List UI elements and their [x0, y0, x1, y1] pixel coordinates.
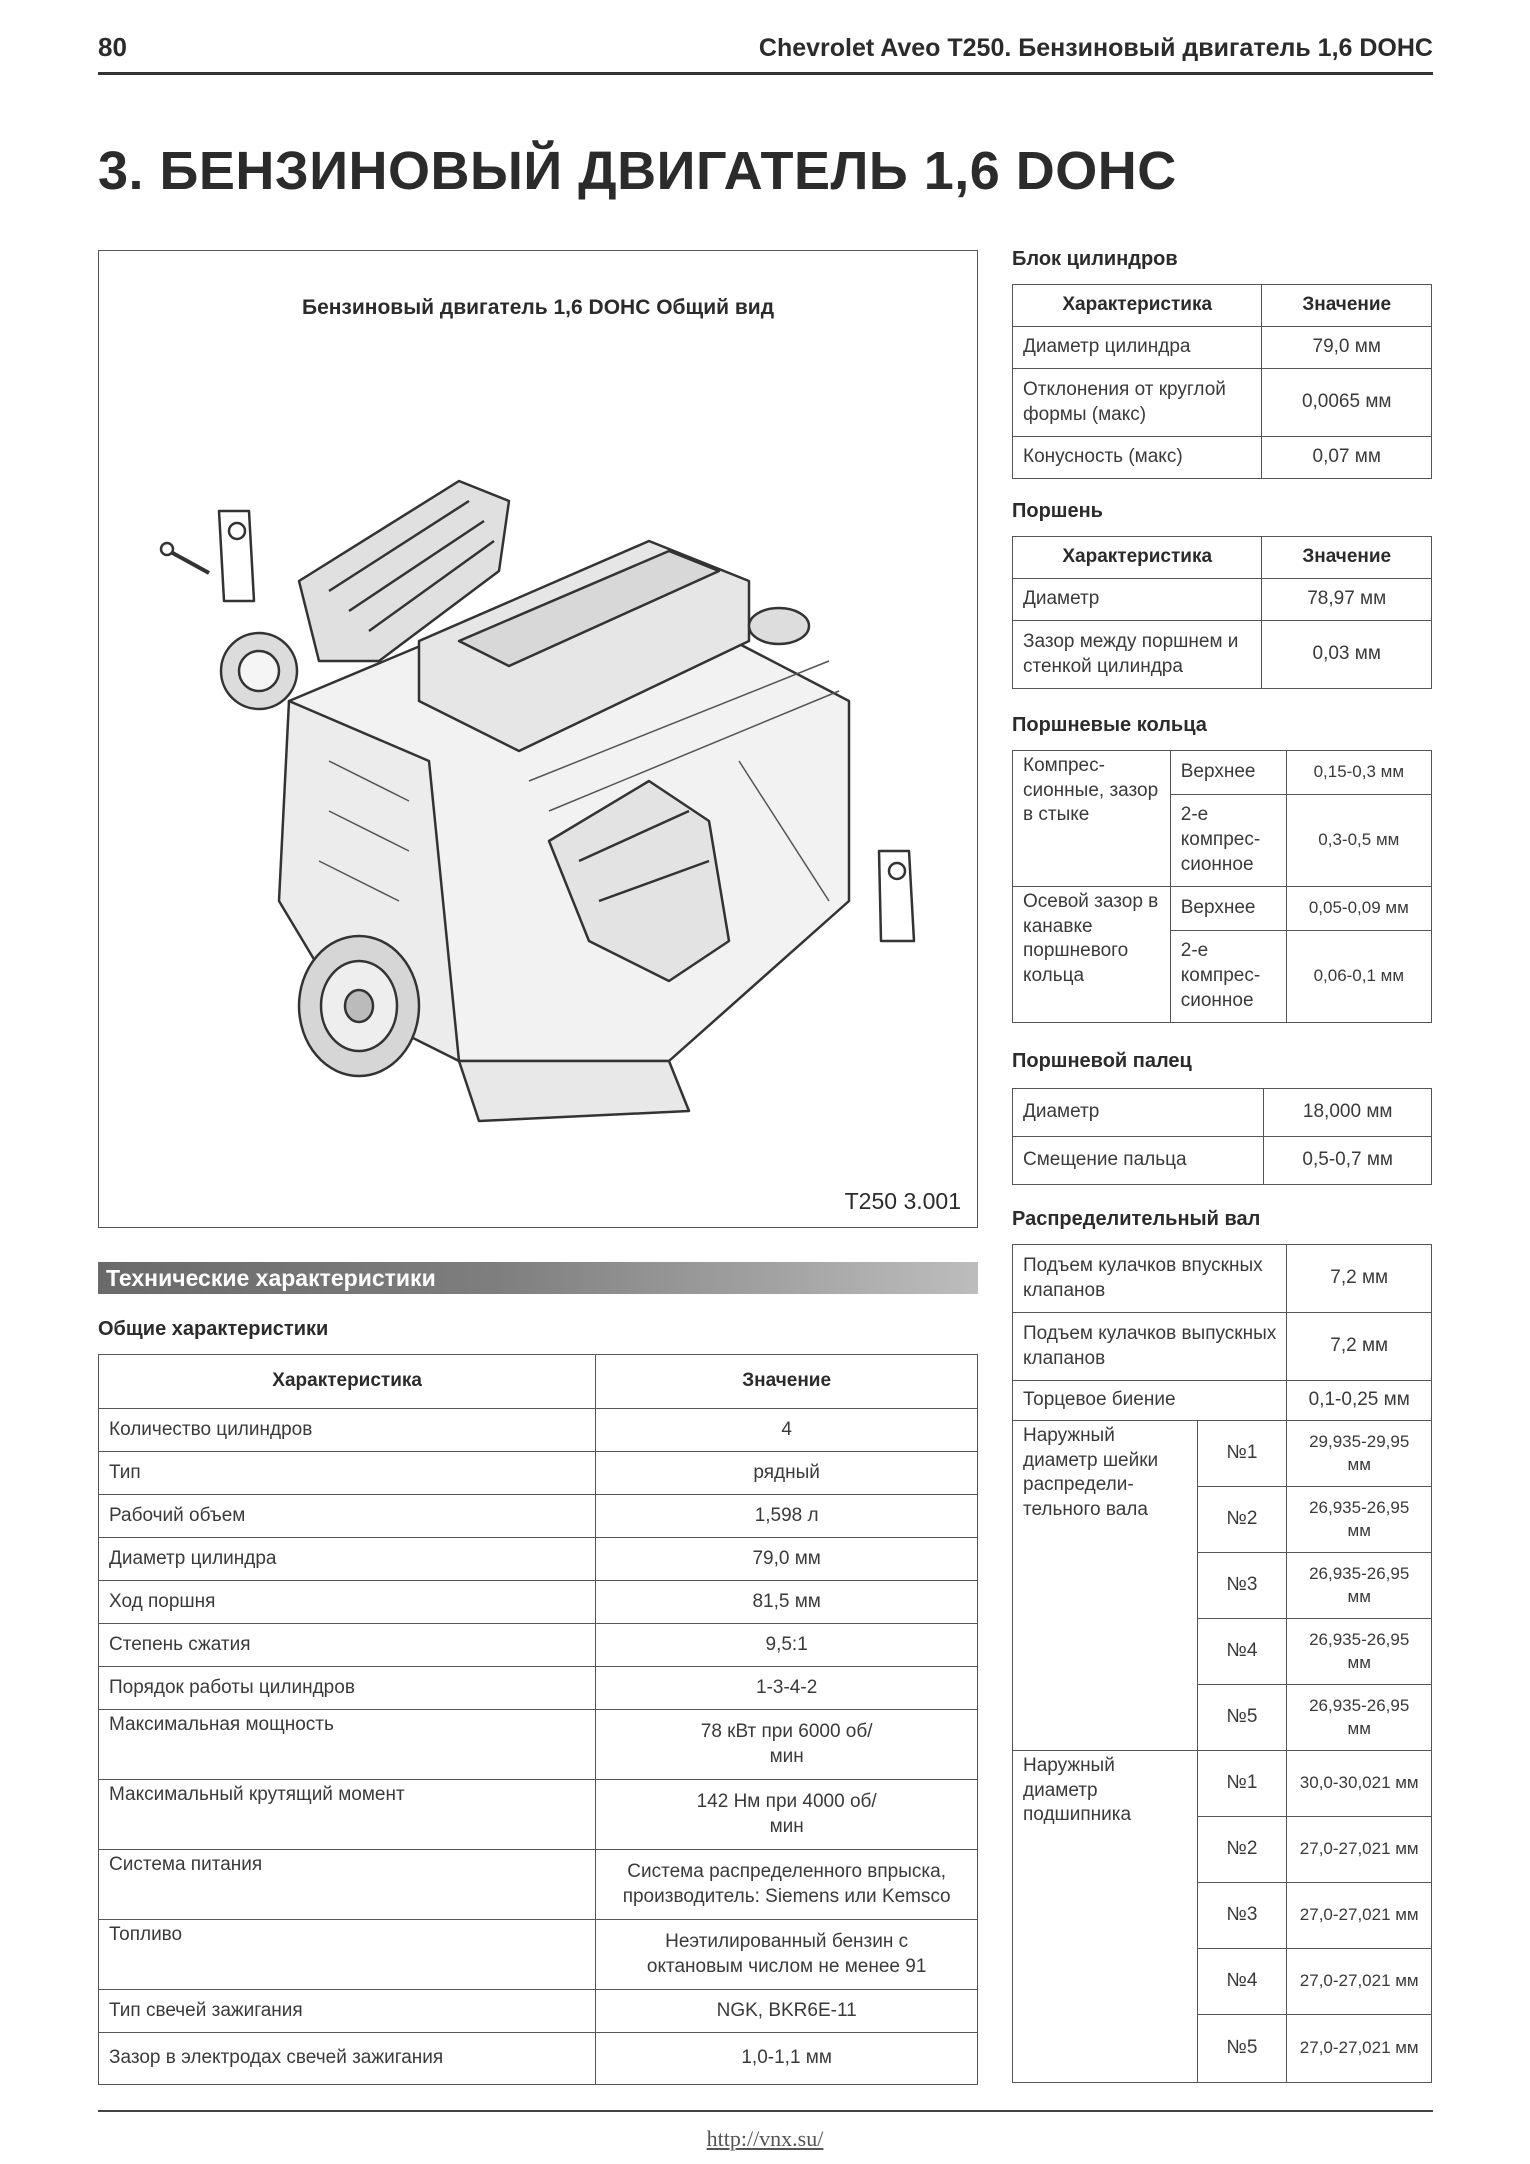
row-sublabel: 2-е компрес-сионное: [1170, 931, 1286, 1023]
row-label: Отклонения от круглой формы (макс): [1013, 369, 1262, 437]
table-row: [1013, 579, 1432, 621]
block-table: [1012, 284, 1432, 479]
row-label: Степень сжатия: [99, 1624, 596, 1667]
row-label: Конусность (макс): [1013, 437, 1262, 479]
row-value: 78 кВт при 6000 об/мин: [596, 1710, 978, 1780]
row-label: Диаметр цилиндра: [99, 1538, 596, 1581]
table-row: [99, 1780, 978, 1850]
row-value: 81,5 мм: [596, 1581, 978, 1624]
column-header: Характеристика: [1013, 285, 1262, 327]
row-value: 78,97 мм: [1262, 579, 1432, 621]
row-label: Подъем кулачков выпускных клапанов: [1013, 1313, 1287, 1381]
row-value: 79,0 мм: [1262, 327, 1432, 369]
row-value: Система распределенного впрыска, производитель: Siemens или Kemsco: [596, 1850, 978, 1920]
bottom-rule: [98, 2110, 1433, 2112]
row-value: 30,0-30,021 мм: [1287, 1751, 1432, 1817]
table-row: [99, 2033, 978, 2085]
column-header: Характеристика: [99, 1355, 596, 1409]
row-label: Диаметр цилиндра: [1013, 327, 1262, 369]
chapter-title: 3. БЕНЗИНОВЫЙ ДВИГАТЕЛЬ 1,6 DOHC: [98, 141, 1177, 201]
column-header: Значение: [1262, 285, 1432, 327]
row-sublabel: 2-е компрес-сионное: [1170, 795, 1286, 887]
table-row: [1013, 369, 1432, 437]
table-row: [99, 1452, 978, 1495]
row-value: 27,0-27,021 мм: [1287, 2015, 1432, 2083]
row-number: №3: [1197, 1883, 1287, 1949]
row-label: Максимальный крутящий момент: [99, 1780, 596, 1850]
row-value: 0,06-0,1 мм: [1286, 931, 1431, 1023]
row-value: 0,15-0,3 мм: [1286, 751, 1431, 795]
table-row: [99, 1538, 978, 1581]
row-number: №1: [1197, 1421, 1287, 1487]
group-label: Наружный диаметр шейки распредели-тельного вала: [1013, 1421, 1198, 1751]
table-row: [99, 1990, 978, 2033]
table-row: [1013, 1089, 1432, 1137]
row-label: Диаметр: [1013, 579, 1262, 621]
row-value: 0,3-0,5 мм: [1286, 795, 1431, 887]
row-label: Смещение пальца: [1013, 1137, 1264, 1185]
general-title: Общие характеристики: [98, 1318, 329, 1340]
row-value: 0,1-0,25 мм: [1287, 1381, 1432, 1421]
table-row: [1013, 1313, 1432, 1381]
column-header: Значение: [596, 1355, 978, 1409]
pin-table: [1012, 1088, 1432, 1185]
row-value: 27,0-27,021 мм: [1287, 1883, 1432, 1949]
row-value: NGK, BKR6E-11: [596, 1990, 978, 2033]
column-header: Характеристика: [1013, 537, 1262, 579]
block-title: Блок цилиндров: [1012, 248, 1178, 270]
figure-caption: Бензиновый двигатель 1,6 DOHC Общий вид: [301, 296, 775, 319]
engine-illustration: [129, 341, 949, 1141]
piston-title: Поршень: [1012, 500, 1103, 522]
table-row: [1013, 1137, 1432, 1185]
row-label: Рабочий объем: [99, 1495, 596, 1538]
row-number: №3: [1197, 1553, 1287, 1619]
row-value: 0,0065 мм: [1262, 369, 1432, 437]
row-label: Тип свечей зажигания: [99, 1990, 596, 2033]
row-label: Топливо: [99, 1920, 596, 1990]
row-value: 0,05-0,09 мм: [1286, 887, 1431, 931]
row-value: 9,5:1: [596, 1624, 978, 1667]
row-label: Диаметр: [1013, 1089, 1264, 1137]
row-label: Система питания: [99, 1850, 596, 1920]
row-number: №5: [1197, 2015, 1287, 2083]
camshaft-table: [1012, 1244, 1432, 2083]
row-number: №2: [1197, 1487, 1287, 1553]
pin-title: Поршневой палец: [1012, 1050, 1192, 1072]
row-value: 1,598 л: [596, 1495, 978, 1538]
table-row: [99, 1667, 978, 1710]
row-label: Зазор между поршнем и стенкой цилиндра: [1013, 621, 1262, 689]
row-label: Ход поршня: [99, 1581, 596, 1624]
row-number: №1: [1197, 1751, 1287, 1817]
column-header: Значение: [1262, 537, 1432, 579]
row-value: Неэтилированный бензин с октановым числом не менее 91: [596, 1920, 978, 1990]
footer-link[interactable]: http://vnx.su/: [706, 2126, 824, 2151]
group-label: Осевой зазор в канавке поршневого кольца: [1013, 887, 1171, 1023]
piston-table: [1012, 536, 1432, 689]
page-number: 80: [98, 32, 127, 62]
row-label: Тип: [99, 1452, 596, 1495]
table-row: [1013, 751, 1432, 795]
row-value: 4: [596, 1409, 978, 1452]
row-sublabel: Верхнее: [1170, 751, 1286, 795]
row-label: Порядок работы цилиндров: [99, 1667, 596, 1710]
section-bar-title: Технические характеристики: [106, 1265, 436, 1291]
page-header: [98, 30, 1433, 75]
row-number: №4: [1197, 1619, 1287, 1685]
group-label: Компрес-сионные, зазор в стыке: [1013, 751, 1171, 887]
general-table: [98, 1354, 978, 2085]
engine-figure: [98, 250, 978, 1228]
table-row: [99, 1850, 978, 1920]
row-label: Максимальная мощность: [99, 1710, 596, 1780]
row-label: Торцевое биение: [1013, 1381, 1287, 1421]
table-row: [99, 1409, 978, 1452]
table-row: [99, 1624, 978, 1667]
row-value: 7,2 мм: [1287, 1313, 1432, 1381]
rings-title: Поршневые кольца: [1012, 714, 1207, 736]
row-value: 26,935-26,95 мм: [1287, 1685, 1432, 1751]
row-value: 7,2 мм: [1287, 1245, 1432, 1313]
table-row: [1013, 1245, 1432, 1313]
row-label: Зазор в электродах свечей зажигания: [99, 2033, 596, 2085]
row-value: 1,0-1,1 мм: [596, 2033, 978, 2085]
table-row: [99, 1495, 978, 1538]
table-row: [99, 1710, 978, 1780]
table-row: [1013, 621, 1432, 689]
row-number: №5: [1197, 1685, 1287, 1751]
rings-table: [1012, 750, 1432, 1023]
row-value: 26,935-26,95 мм: [1287, 1619, 1432, 1685]
row-value: рядный: [596, 1452, 978, 1495]
row-value: 0,5-0,7 мм: [1264, 1137, 1432, 1185]
table-row: [99, 1920, 978, 1990]
row-value: 26,935-26,95 мм: [1287, 1553, 1432, 1619]
table-row: [1013, 1421, 1432, 1487]
row-value: 27,0-27,021 мм: [1287, 1949, 1432, 2015]
row-sublabel: Верхнее: [1170, 887, 1286, 931]
row-value: 27,0-27,021 мм: [1287, 1817, 1432, 1883]
row-label: Подъем кулачков впускных клапанов: [1013, 1245, 1287, 1313]
row-value: 26,935-26,95 мм: [1287, 1487, 1432, 1553]
row-value: 0,03 мм: [1262, 621, 1432, 689]
row-value: 18,000 мм: [1264, 1089, 1432, 1137]
table-row: [1013, 1381, 1432, 1421]
row-value: 1-3-4-2: [596, 1667, 978, 1710]
table-row: [1013, 327, 1432, 369]
row-label: Количество цилиндров: [99, 1409, 596, 1452]
row-value: 0,07 мм: [1262, 437, 1432, 479]
running-title: Chevrolet Aveo T250. Бензиновый двигатель 1,6 DOHC: [758, 34, 1433, 62]
figure-code: T250 3.001: [844, 1188, 961, 1214]
camshaft-title: Распределительный вал: [1012, 1208, 1261, 1230]
table-row: [99, 1581, 978, 1624]
row-number: №2: [1197, 1817, 1287, 1883]
row-value: 79,0 мм: [596, 1538, 978, 1581]
section-bar: [98, 1262, 978, 1294]
row-value: 29,935-29,95 мм: [1287, 1421, 1432, 1487]
table-row: [1013, 437, 1432, 479]
row-number: №4: [1197, 1949, 1287, 2015]
table-row: [1013, 1751, 1432, 1817]
group-label: Наружный диаметр подшипника: [1013, 1751, 1198, 2083]
table-row: [1013, 887, 1432, 931]
row-value: 142 Нм при 4000 об/мин: [596, 1780, 978, 1850]
